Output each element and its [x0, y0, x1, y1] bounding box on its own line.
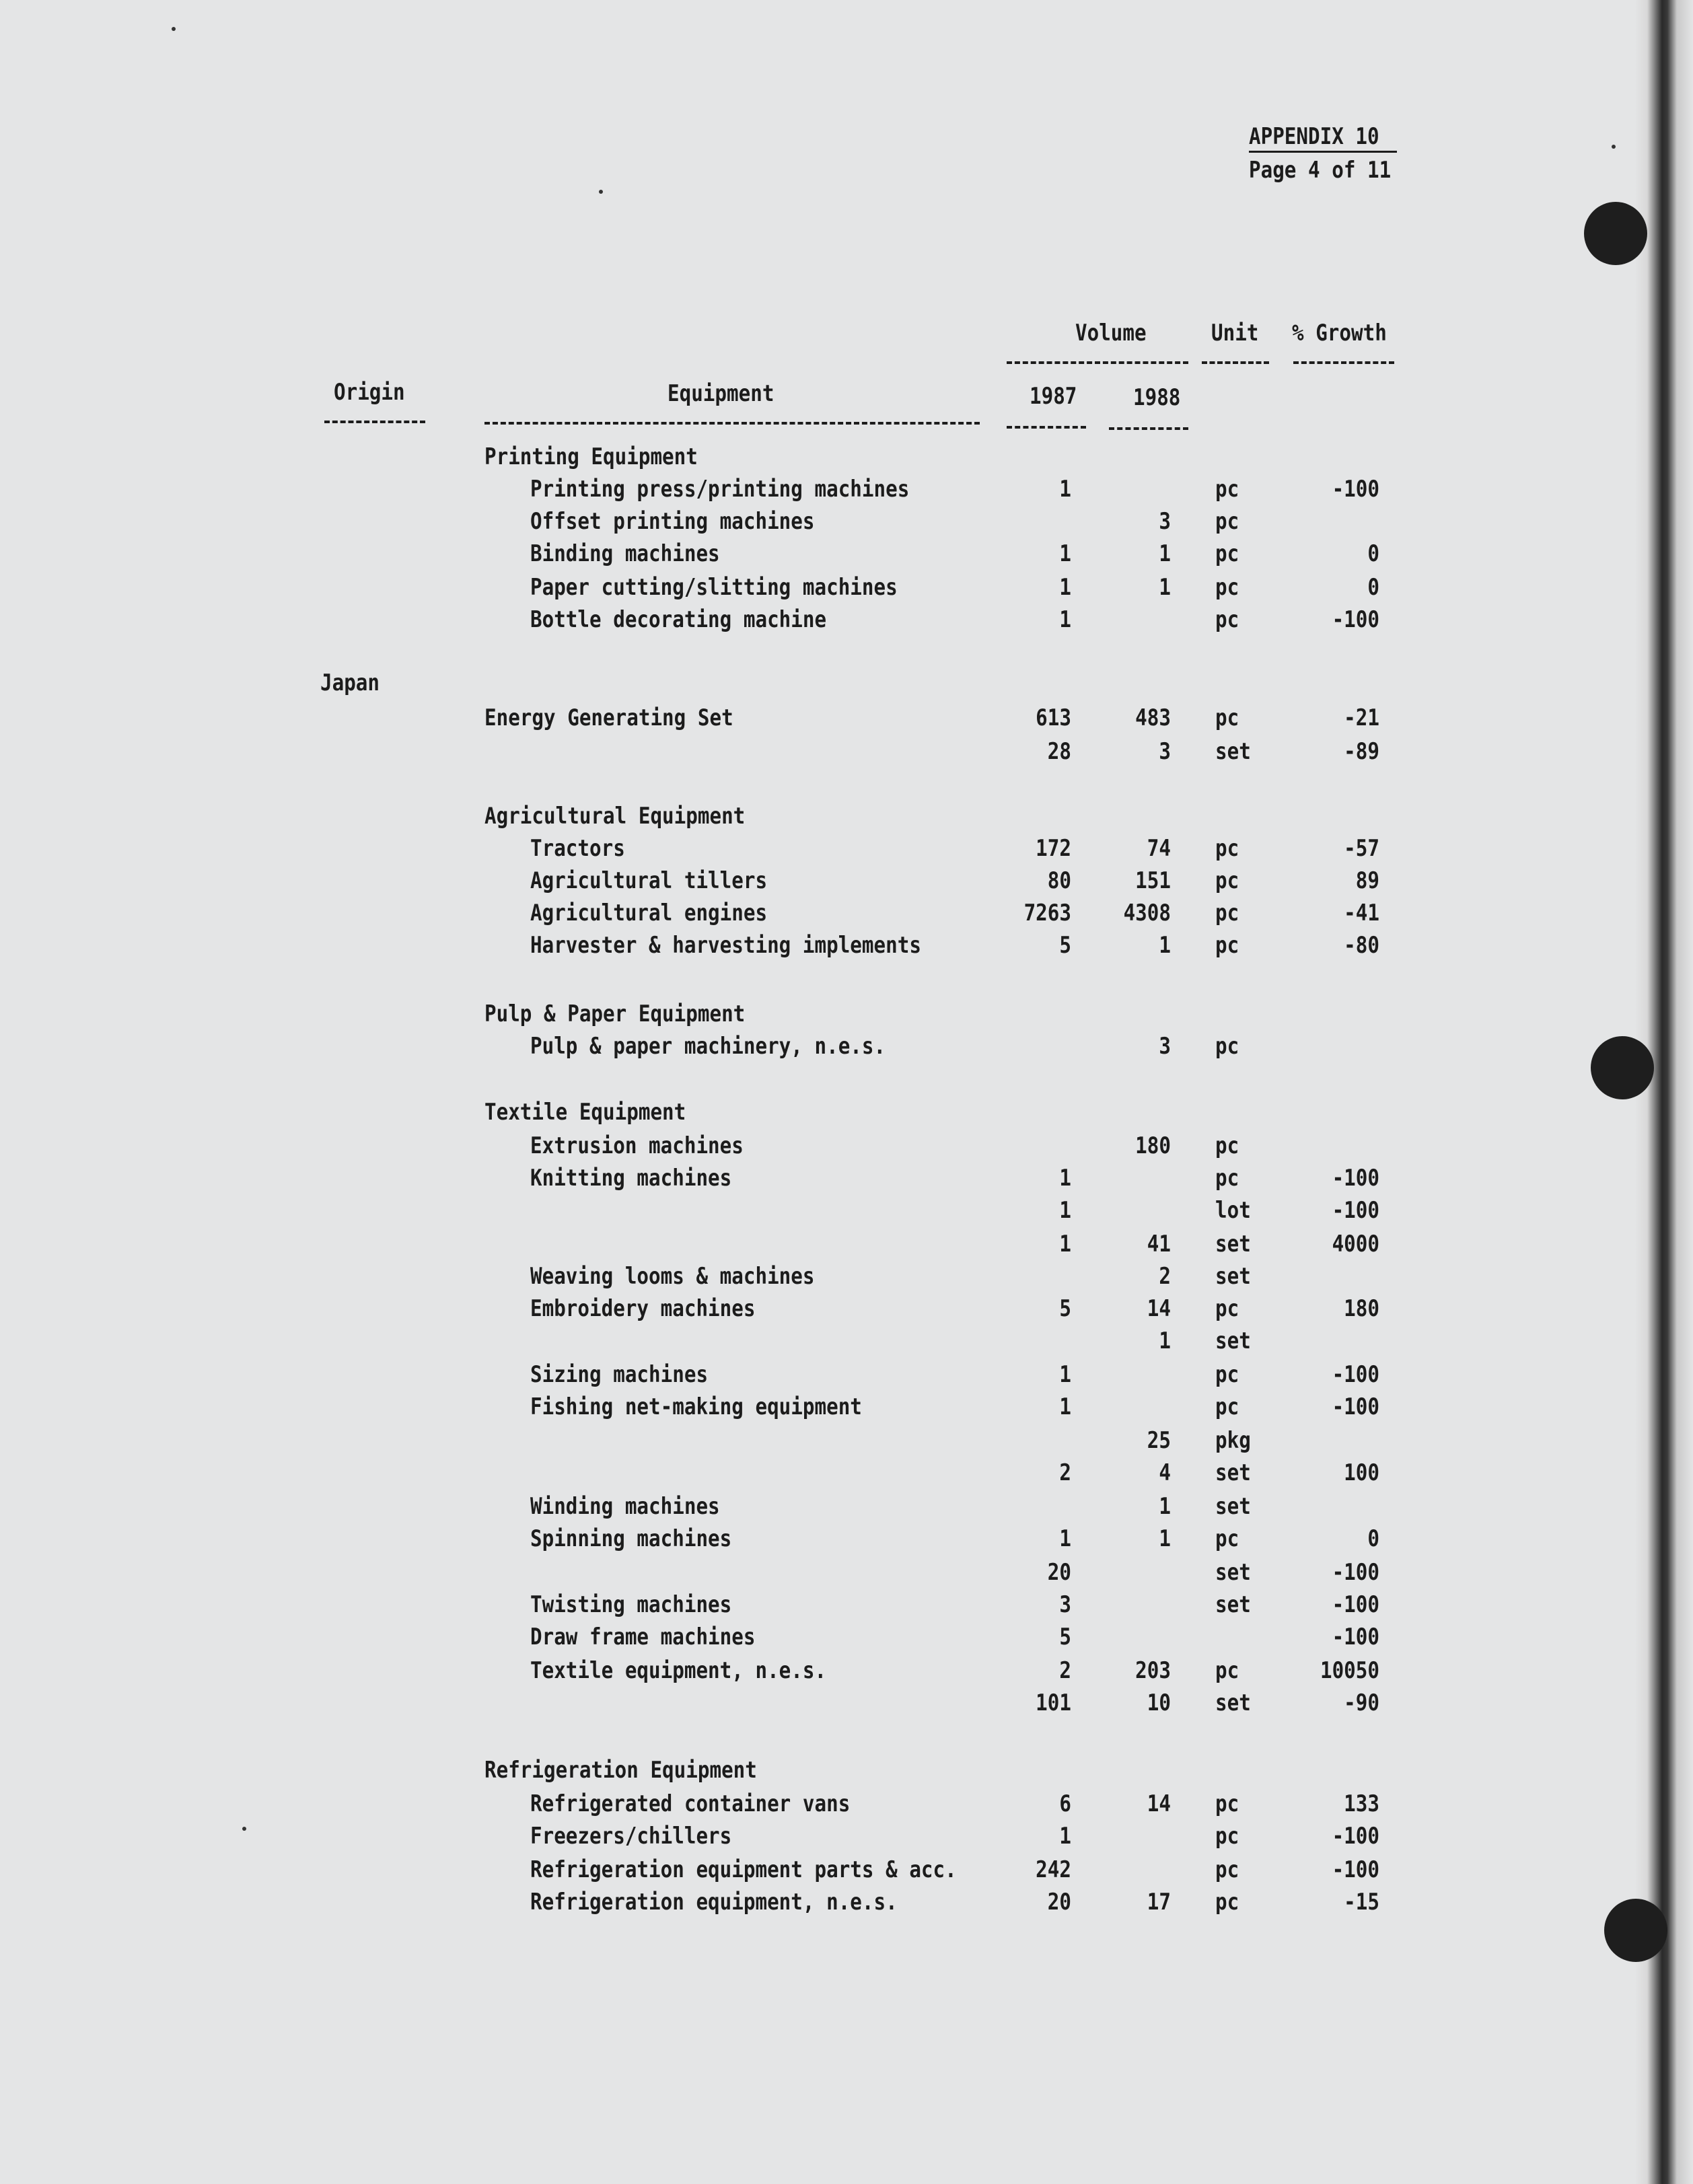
growth-rule [1293, 361, 1394, 364]
volume-1988-value: 4 [1159, 1459, 1171, 1486]
volume-1987-value: 28 [1047, 738, 1071, 765]
volume-1987-value: 6 [1059, 1790, 1071, 1817]
item-label: Weaving looms & machines [530, 1263, 815, 1290]
year-1987-header: 1987 [1030, 383, 1077, 410]
origin-rule [324, 421, 425, 423]
growth-value: -80 [1344, 932, 1379, 959]
volume-1987-value: 1 [1059, 1823, 1071, 1850]
growth-value: 180 [1344, 1295, 1379, 1322]
unit-value: pc [1215, 1657, 1239, 1684]
speck [172, 27, 176, 31]
growth-value: -100 [1332, 1393, 1379, 1420]
item-label: Knitting machines [530, 1165, 732, 1192]
unit-value: set [1215, 1231, 1251, 1258]
volume-1987-value: 5 [1059, 1295, 1071, 1322]
volume-1987-value: 1 [1059, 1165, 1071, 1192]
growth-value: -15 [1344, 1889, 1379, 1916]
growth-value: 10050 [1320, 1657, 1379, 1684]
item-label: Freezers/chillers [530, 1823, 732, 1850]
unit-value: pkg [1215, 1427, 1251, 1454]
growth-value: -57 [1344, 835, 1379, 862]
item-label: Extrusion machines [530, 1132, 744, 1159]
volume-1987-value: 242 [1036, 1856, 1071, 1883]
unit-value: pc [1215, 1361, 1239, 1388]
growth-value: -100 [1332, 1856, 1379, 1883]
volume-1988-value: 1 [1159, 1493, 1171, 1520]
origin-header: Origin [334, 379, 405, 406]
unit-header: Unit [1211, 320, 1259, 347]
volume-1988-value: 3 [1159, 508, 1171, 535]
volume-1987-value: 3 [1059, 1591, 1071, 1618]
growth-value: 4000 [1332, 1231, 1379, 1258]
binding-edge [1635, 0, 1693, 2184]
volume-1988-value: 203 [1135, 1657, 1171, 1684]
growth-value: -100 [1332, 1165, 1379, 1192]
item-label: Fishing net-making equipment [530, 1393, 862, 1420]
growth-value: 0 [1367, 574, 1379, 601]
item-label: Harvester & harvesting implements [530, 932, 921, 959]
item-label: Refrigerated container vans [530, 1790, 851, 1817]
unit-value: set [1215, 1689, 1251, 1716]
item-label: Pulp & paper machinery, n.e.s. [530, 1033, 886, 1060]
volume-1987-value: 1 [1059, 540, 1071, 567]
appendix-underline [1249, 151, 1397, 153]
unit-value: pc [1215, 574, 1239, 601]
item-label: Binding machines [530, 540, 720, 567]
growth-value: -90 [1344, 1689, 1379, 1716]
volume-1988-value: 41 [1147, 1231, 1171, 1258]
year-1988-rule [1109, 427, 1188, 430]
growth-value: -21 [1344, 704, 1379, 731]
volume-1988-value: 17 [1147, 1889, 1171, 1916]
growth-value: -100 [1332, 1823, 1379, 1850]
item-label: Printing press/printing machines [530, 476, 910, 503]
volume-1988-value: 25 [1147, 1427, 1171, 1454]
volume-1987-value: 2 [1059, 1459, 1071, 1486]
unit-value: pc [1215, 932, 1239, 959]
volume-1987-value: 1 [1059, 574, 1071, 601]
volume-1988-value: 3 [1159, 738, 1171, 765]
unit-value: pc [1215, 606, 1239, 633]
volume-1987-value: 1 [1059, 476, 1071, 503]
unit-value: pc [1215, 835, 1239, 862]
growth-value: 133 [1344, 1790, 1379, 1817]
category-label: Refrigeration Equipment [484, 1757, 757, 1784]
growth-value: -100 [1332, 606, 1379, 633]
equipment-header: Equipment [668, 380, 775, 407]
volume-1987-value: 1 [1059, 1525, 1071, 1552]
item-label: Agricultural engines [530, 900, 768, 926]
volume-1987-value: 1 [1059, 1197, 1071, 1224]
unit-value: pc [1215, 476, 1239, 503]
item-label: Spinning machines [530, 1525, 732, 1552]
volume-1987-value: 5 [1059, 932, 1071, 959]
origin-value: Japan [320, 669, 380, 696]
volume-1988-value: 14 [1147, 1790, 1171, 1817]
unit-value: set [1215, 1493, 1251, 1520]
volume-1988-value: 1 [1159, 540, 1171, 567]
unit-value: pc [1215, 1889, 1239, 1916]
volume-1987-value: 172 [1036, 835, 1071, 862]
growth-value: -100 [1332, 476, 1379, 503]
speck [1612, 145, 1616, 149]
unit-value: pc [1215, 1393, 1239, 1420]
item-label: Twisting machines [530, 1591, 732, 1618]
unit-value: pc [1215, 1165, 1239, 1192]
volume-1987-value: 2 [1059, 1657, 1071, 1684]
volume-1987-value: 101 [1036, 1689, 1071, 1716]
growth-value: -89 [1344, 738, 1379, 765]
year-1988-header: 1988 [1133, 384, 1181, 411]
item-label: Sizing machines [530, 1361, 709, 1388]
item-label: Paper cutting/slitting machines [530, 574, 898, 601]
item-label: Draw frame machines [530, 1624, 756, 1650]
speck [599, 190, 603, 194]
unit-value: set [1215, 1459, 1251, 1486]
category-label: Agricultural Equipment [484, 803, 746, 830]
unit-value: pc [1215, 1525, 1239, 1552]
growth-value: -41 [1344, 900, 1379, 926]
growth-value: 0 [1367, 540, 1379, 567]
item-label: Winding machines [530, 1493, 720, 1520]
category-label: Pulp & Paper Equipment [484, 1000, 746, 1027]
volume-1988-value: 3 [1159, 1033, 1171, 1060]
growth-value: -100 [1332, 1361, 1379, 1388]
item-label: Textile equipment, n.e.s. [530, 1657, 827, 1684]
volume-1987-value: 80 [1047, 867, 1071, 894]
unit-value: pc [1215, 1823, 1239, 1850]
volume-1988-value: 1 [1159, 932, 1171, 959]
unit-value: pc [1215, 1856, 1239, 1883]
unit-value: set [1215, 1263, 1251, 1290]
growth-value: -100 [1332, 1559, 1379, 1586]
volume-1988-value: 10 [1147, 1689, 1171, 1716]
punch-hole-bottom [1604, 1899, 1667, 1962]
volume-1987-value: 5 [1059, 1624, 1071, 1650]
volume-1988-value: 74 [1147, 835, 1171, 862]
unit-value: pc [1215, 900, 1239, 926]
item-label: Offset printing machines [530, 508, 815, 535]
unit-value: pc [1215, 867, 1239, 894]
item-label: Tractors [530, 835, 625, 862]
volume-1987-value: 1 [1059, 1393, 1071, 1420]
volume-1987-value: 7263 [1023, 900, 1071, 926]
unit-value: set [1215, 1327, 1251, 1354]
growth-header: % Growth [1292, 320, 1387, 347]
item-label: Agricultural tillers [530, 867, 768, 894]
volume-header: Volume [1075, 320, 1147, 347]
item-label: Bottle decorating machine [530, 606, 827, 633]
volume-1987-value: 1 [1059, 1361, 1071, 1388]
volume-1988-value: 151 [1135, 867, 1171, 894]
item-label: Embroidery machines [530, 1295, 756, 1322]
volume-rule [1007, 361, 1188, 364]
volume-1988-value: 180 [1135, 1132, 1171, 1159]
volume-1987-value: 20 [1047, 1889, 1071, 1916]
unit-value: set [1215, 738, 1251, 765]
punch-hole-top [1584, 202, 1647, 265]
growth-value: -100 [1332, 1624, 1379, 1650]
unit-value: pc [1215, 704, 1239, 731]
volume-1988-value: 2 [1159, 1263, 1171, 1290]
volume-1988-value: 1 [1159, 1327, 1171, 1354]
appendix-label: APPENDIX 10 [1249, 123, 1379, 150]
volume-1988-value: 1 [1159, 574, 1171, 601]
volume-1987-value: 20 [1047, 1559, 1071, 1586]
volume-1987-value: 613 [1036, 704, 1071, 731]
item-label: Refrigeration equipment parts & acc. [530, 1856, 957, 1883]
growth-value: -100 [1332, 1197, 1379, 1224]
unit-rule [1202, 361, 1269, 364]
unit-value: pc [1215, 1033, 1239, 1060]
year-1987-rule [1007, 426, 1086, 429]
volume-1987-value: 1 [1059, 606, 1071, 633]
unit-value: pc [1215, 540, 1239, 567]
unit-value: pc [1215, 508, 1239, 535]
growth-value: 89 [1355, 867, 1379, 894]
growth-value: 0 [1367, 1525, 1379, 1552]
punch-hole-middle [1591, 1036, 1654, 1099]
volume-1988-value: 1 [1159, 1525, 1171, 1552]
category-label: Printing Equipment [484, 443, 698, 470]
speck [242, 1827, 246, 1831]
volume-1988-value: 14 [1147, 1295, 1171, 1322]
growth-value: 100 [1344, 1459, 1379, 1486]
page-number: Page 4 of 11 [1249, 157, 1392, 184]
unit-value: pc [1215, 1295, 1239, 1322]
unit-value: pc [1215, 1790, 1239, 1817]
category-label: Textile Equipment [484, 1099, 686, 1126]
volume-1988-value: 483 [1135, 704, 1171, 731]
unit-value: set [1215, 1591, 1251, 1618]
unit-value: set [1215, 1559, 1251, 1586]
growth-value: -100 [1332, 1591, 1379, 1618]
item-label: Refrigeration equipment, n.e.s. [530, 1889, 898, 1916]
volume-1987-value: 1 [1059, 1231, 1071, 1258]
unit-value: pc [1215, 1132, 1239, 1159]
unit-value: lot [1215, 1197, 1251, 1224]
category-label: Energy Generating Set [484, 704, 733, 731]
volume-1988-value: 4308 [1123, 900, 1171, 926]
equipment-rule [484, 422, 980, 425]
